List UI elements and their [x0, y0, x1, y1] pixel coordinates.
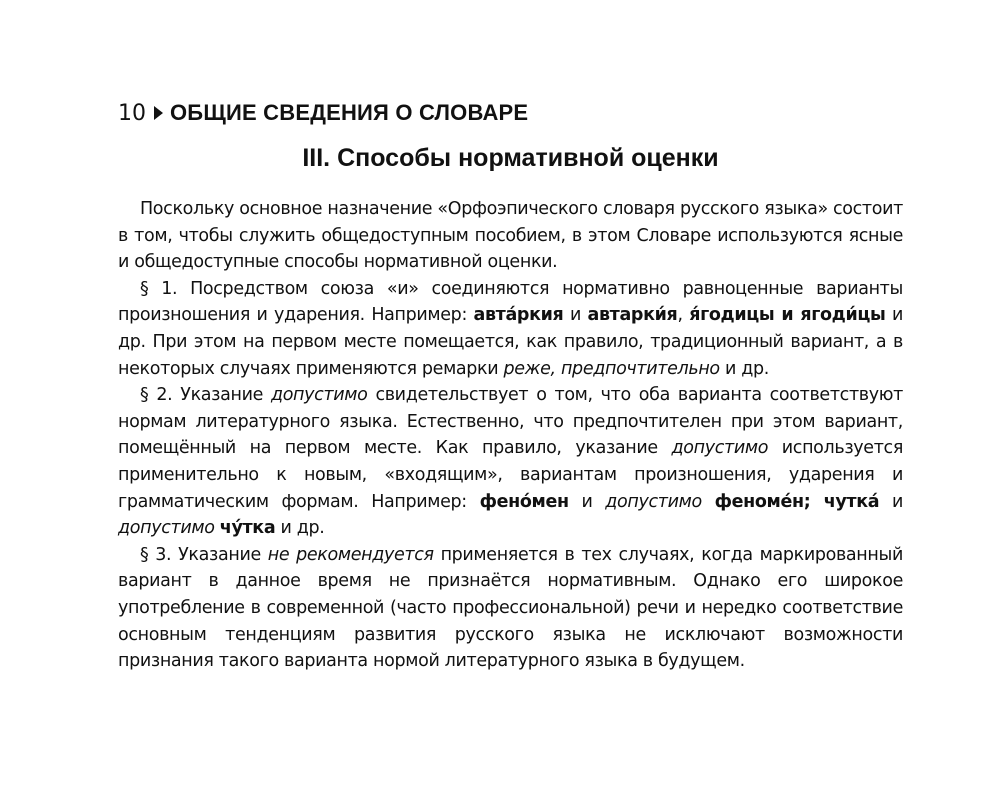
text: § 3. Указание [140, 544, 268, 565]
running-header [118, 96, 903, 130]
example-word: автарки́я [587, 305, 678, 326]
text: § 2. Указание [140, 385, 271, 406]
text: свидетельствует о том, что оба варианта соответствуют нормам литературного языка. Естественно, что предпочтителен при этом вариант, помещённый на первом месте. Как правило, указание [118, 385, 903, 459]
remark: допустимо [270, 385, 368, 406]
remark: реже, предпочтительно [503, 358, 720, 379]
text: и др. [275, 518, 325, 539]
paragraph-section-2 [118, 382, 903, 542]
text: и др. При этом на первом месте помещается, как правило, традиционный вариант, а в некоторых случаях применяются ремарки [118, 305, 903, 379]
page-content [118, 96, 903, 675]
running-title: ОБЩИЕ СВЕДЕНИЯ О СЛОВАРЕ [170, 100, 529, 125]
text: применяется в тех случаях, когда маркированный вариант в данное время не признаётся нормативным. Однако его широкое употребление в современной (часто профессиональной) речи и нередко соответствие основным тенденциям развития русского языка не исключают возможности признания такого варианта нормой литературного языка в будущем. [118, 544, 903, 672]
text: и [563, 305, 588, 326]
text: , [677, 305, 690, 326]
remark: допустимо [118, 518, 215, 539]
triangle-right-icon [154, 106, 163, 120]
example-word: фено́мен [479, 491, 569, 512]
text: § 1. Посредством союза «и» соединяются нормативно равноценные варианты произношения и ударения. Например: [118, 278, 903, 326]
example-word: авта́ркия [473, 305, 564, 326]
paragraph-section-3 [118, 542, 903, 675]
remark: не рекомендуется [267, 544, 434, 565]
text: и [879, 491, 903, 512]
remark: допустимо [671, 438, 769, 459]
text: и [568, 491, 606, 512]
body-text [118, 196, 903, 675]
text [702, 492, 715, 512]
intro-paragraph: Поскольку основное назначение «Орфоэпического словаря русского языка» состоит в том, чтобы служить общедоступным пособием, в этом Словаре используются ясные и общедоступные способы нормативной оценки. [118, 199, 903, 273]
text: и др. [719, 358, 769, 379]
example-word: чу́тка [219, 518, 276, 539]
example-word: я́годицы и ягоди́цы [689, 305, 886, 326]
paragraph-section-1 [118, 276, 903, 382]
page-number: 10 [118, 100, 146, 126]
section-title: III. Способы нормативной оценки [302, 144, 719, 172]
remark: допустимо [605, 491, 702, 512]
example-word: феноме́н; чутка́ [714, 491, 880, 512]
text: используется применительно к новым, «входящим», вариантам произношения, ударения и грамматическим формам. Например: [118, 438, 903, 512]
